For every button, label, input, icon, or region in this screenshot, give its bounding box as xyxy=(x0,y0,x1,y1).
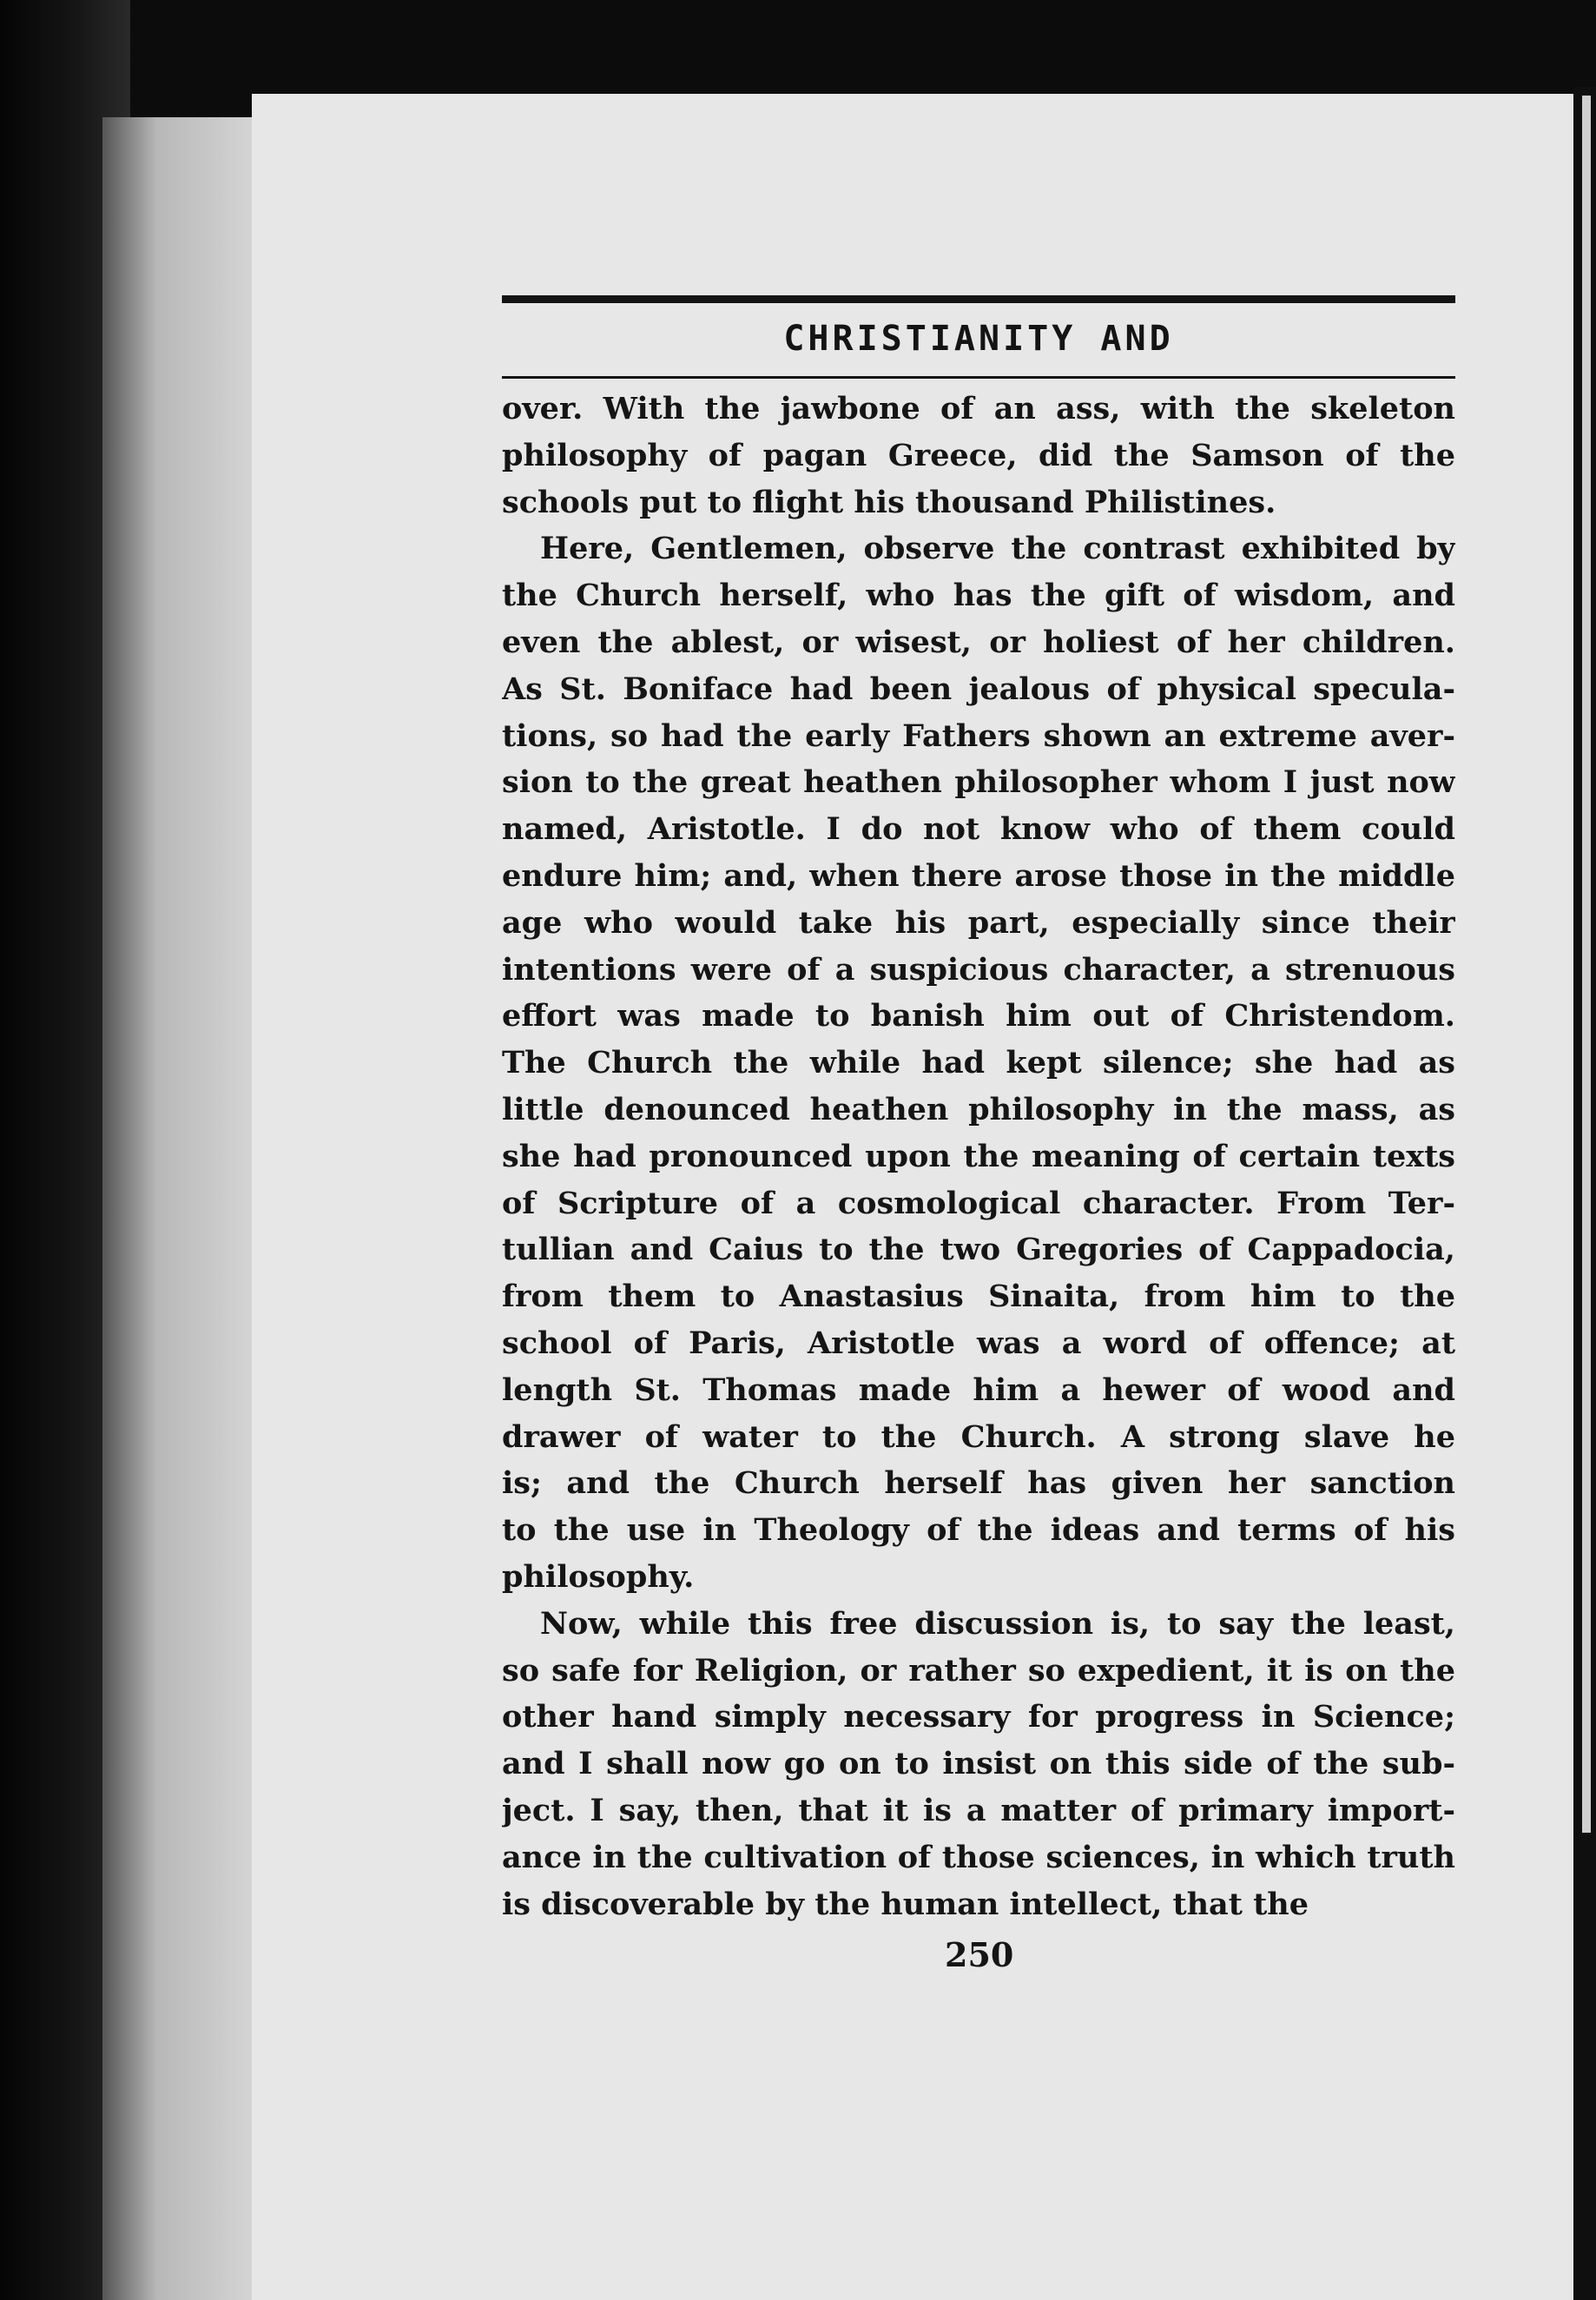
text-line: named, Aristotle. I do not know who of them could xyxy=(502,811,1455,848)
text-line: effort was made to banish him out of Christendom. xyxy=(502,998,1455,1034)
text-line: endure him; and, when there arose those in the middle xyxy=(502,857,1455,894)
text-line: philosophy. xyxy=(502,1558,695,1595)
header-rule-bottom xyxy=(502,376,1455,379)
text-line: is discoverable by the human intellect, that the xyxy=(502,1886,1309,1922)
paragraph xyxy=(502,525,1455,1600)
text-line: length St. Thomas made him a hewer of wood and xyxy=(502,1371,1455,1408)
page-number: 250 xyxy=(945,1935,1014,1974)
text-line: school of Paris, Aristotle was a word of offence; at xyxy=(502,1325,1455,1361)
text-line: even the ablest, or wisest, or holiest of her children. xyxy=(502,624,1455,660)
text-line: tions, so had the early Fathers shown an extreme aver- xyxy=(502,717,1455,754)
text-line: so safe for Religion, or rather so expedient, it is on the xyxy=(502,1652,1455,1689)
text-line: other hand simply necessary for progress in Science; xyxy=(502,1699,1455,1735)
text-line: drawer of water to the Church. A strong slave he xyxy=(502,1418,1455,1455)
page-content xyxy=(502,295,1455,1927)
next-page-edge xyxy=(1582,96,1591,1833)
text-line: ance in the cultivation of those sciences, in which truth xyxy=(502,1839,1455,1875)
header-rule-top xyxy=(502,295,1455,303)
text-line: she had pronounced upon the meaning of certain texts xyxy=(502,1138,1455,1174)
text-line: schools put to flight his thousand Philistines. xyxy=(502,484,1276,520)
text-line: The Church the while had kept silence; she had as xyxy=(502,1045,1455,1081)
paragraph xyxy=(502,386,1455,525)
text-line: intentions were of a suspicious character, a strenuous xyxy=(502,951,1455,988)
text-line: sion to the great heathen philosopher whom I just now xyxy=(502,764,1455,801)
text-line: from them to Anastasius Sinaita, from him to the xyxy=(502,1279,1455,1315)
text-line: ject. I say, then, that it is a matter of primary import- xyxy=(502,1792,1455,1828)
text-line: the Church herself, who has the gift of wisdom, and xyxy=(502,578,1455,614)
paragraph xyxy=(502,1601,1455,1928)
text-line: age who would take his part, especially since their xyxy=(502,904,1455,941)
text-line: As St. Boniface had been jealous of physical specula- xyxy=(502,671,1455,707)
text-line: Here, Gentlemen, observe the contrast exhibited by xyxy=(540,531,1455,567)
running-header: CHRISTIANITY AND xyxy=(783,319,1174,359)
body-text xyxy=(502,386,1455,1927)
text-line: to the use in Theology of the ideas and terms of his xyxy=(502,1512,1455,1549)
text-line: of Scripture of a cosmological character. From Ter- xyxy=(502,1185,1455,1221)
text-line: over. With the jawbone of an ass, with the skeleton xyxy=(502,391,1455,426)
text-line: and I shall now go on to insist on this side of the sub- xyxy=(502,1746,1455,1782)
text-line: little denounced heathen philosophy in the mass, as xyxy=(502,1091,1455,1127)
text-line: is; and the Church herself has given her sanction xyxy=(502,1465,1455,1502)
text-line: tullian and Caius to the two Gregories of Cappadocia, xyxy=(502,1232,1455,1268)
text-line: Now, while this free discussion is, to say the least, xyxy=(540,1605,1455,1642)
text-line: philosophy of pagan Greece, did the Samson of the xyxy=(502,437,1455,473)
page-gutter xyxy=(102,117,259,2300)
